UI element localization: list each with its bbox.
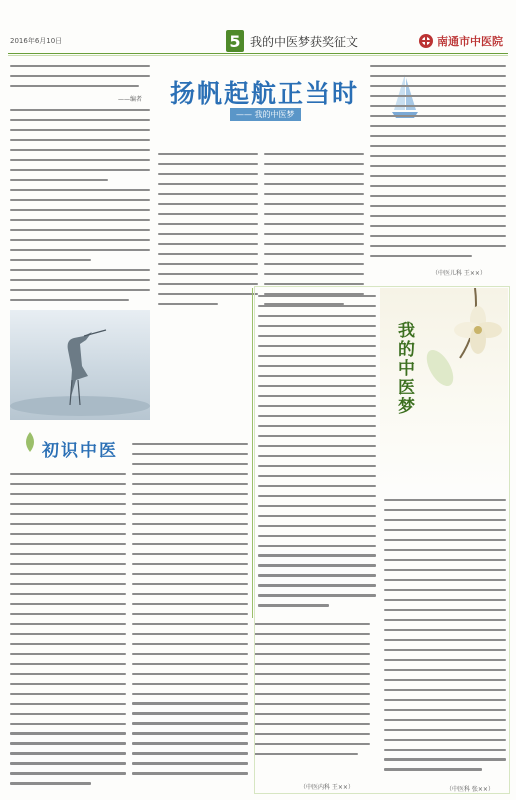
hospital-emblem-icon	[418, 33, 434, 49]
article2-closing: （中医内科 王××）	[300, 784, 354, 791]
column-divider	[252, 288, 253, 618]
article3-title: 我的中医梦	[398, 321, 415, 417]
page-number-badge	[226, 30, 244, 52]
section-title: 我的中医梦获奖征文	[250, 35, 359, 49]
article2-body-col2	[132, 440, 248, 790]
header-rule-2	[8, 55, 508, 56]
issue-date: 2016年6月10日	[10, 37, 63, 45]
leaf-decoration-icon	[20, 430, 40, 454]
page-number: 5	[229, 31, 241, 51]
article1-body-col4	[370, 62, 506, 272]
article1-body-col2	[158, 150, 258, 310]
heron-illustration	[10, 310, 150, 420]
article2-body-col1	[10, 470, 126, 790]
header-rule	[8, 53, 508, 54]
article1-closing: （中医儿科 王××）	[432, 270, 486, 277]
article3-closing: （中医科 张××）	[446, 786, 494, 793]
editor-intro	[10, 62, 150, 96]
masthead-logo	[418, 31, 510, 51]
masthead-name: 南通市中医院	[437, 35, 503, 48]
article3-frame	[254, 286, 510, 794]
article2-title: 初识中医	[42, 441, 118, 461]
article1-subtitle: —— 我的中医梦	[230, 108, 301, 121]
article1-title-block	[160, 66, 380, 128]
heron-photo	[10, 310, 150, 420]
article1-title: 扬帆起航正当时	[170, 79, 360, 108]
editor-signature: ——编者	[118, 96, 143, 103]
article1-body-col1	[10, 106, 150, 306]
